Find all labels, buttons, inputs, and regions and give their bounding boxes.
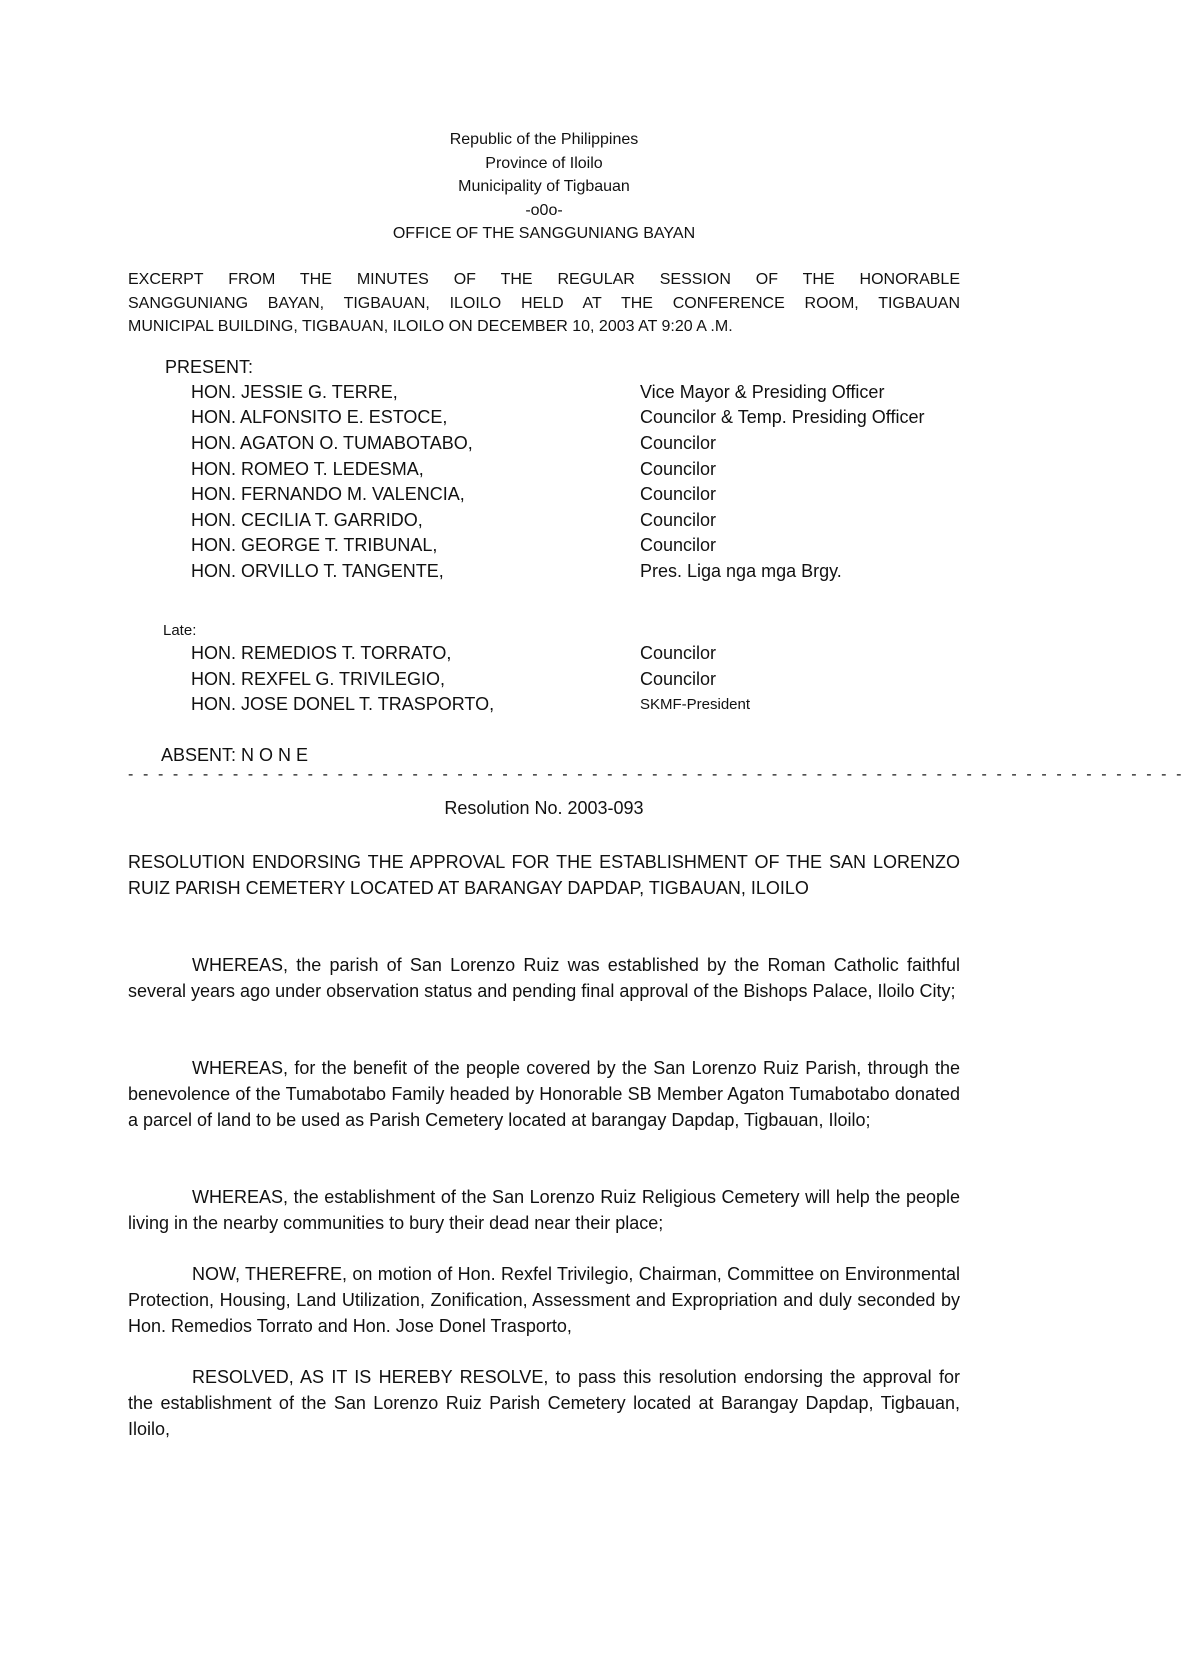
attendee-position: Councilor (640, 669, 717, 689)
paragraph-text: WHEREAS, the parish of San Lorenzo Ruiz was established by the Roman Catholic faithful several years ago under observation status and pending final approval of the Bishops Palace, Iloilo City; (128, 955, 960, 1001)
attendee-name: HON. JESSIE G. TERRE, (191, 382, 398, 402)
letterhead (0, 128, 1088, 246)
resolved-paragraph (128, 1365, 960, 1442)
attendee-position: Councilor (640, 459, 717, 479)
attendee-name: HON. ORVILLO T. TANGENTE, (191, 561, 444, 581)
excerpt-line-2: SANGGUNIANG BAYAN, TIGBAUAN, ILOILO HELD AT THE CONFERENCE ROOM, TIGBAUAN (128, 294, 960, 312)
whereas-paragraph-1 (128, 953, 960, 1005)
attendee-row (0, 407, 1088, 433)
paragraph-text: RESOLVED, AS IT IS HEREBY RESOLVE, to pass this resolution endorsing the approval for the establishment of the San Lorenzo Ruiz Parish Cemetery located at Barangay Dapdap, Tigbauan, Iloilo, (128, 1367, 960, 1439)
attendee-position: Councilor & Temp. Presiding Officer (640, 407, 925, 427)
attendee-name: HON. JOSE DONEL T. TRASPORTO, (191, 694, 495, 714)
attendee-position: Councilor (640, 643, 717, 663)
absent-line: ABSENT: N O N E (161, 745, 309, 765)
late-label: Late: (163, 622, 197, 639)
minutes-excerpt (128, 268, 960, 339)
attendee-name: HON. REMEDIOS T. TORRATO, (191, 643, 452, 663)
attendee-position: Vice Mayor & Presiding Officer (640, 382, 885, 402)
header-republic: Republic of the Philippines (449, 131, 639, 148)
section-divider: - - - - - - - - - - - - - - - - - - - - - - - - - - - - - - - - - - - - - - - - - - - - - - - - - - - - - - - - - - - - - - - - - - - - - - - (128, 766, 1184, 783)
attendee-position: Councilor (640, 510, 717, 530)
paragraph-text: WHEREAS, the establishment of the San Lorenzo Ruiz Religious Cemetery will help the people living in the nearby communities to bury their dead near their place; (128, 1187, 960, 1233)
header-municipality: Municipality of Tigbauan (458, 178, 630, 195)
attendee-name: HON. GEORGE T. TRIBUNAL, (191, 535, 438, 555)
attendee-row (0, 459, 1088, 485)
header-ornament: -o0o- (525, 201, 563, 219)
attendee-row (0, 561, 1088, 587)
header-province: Province of Iloilo (485, 154, 603, 172)
attendee-position: Councilor (640, 433, 717, 453)
attendee-name: HON. REXFEL G. TRIVILEGIO, (191, 669, 446, 689)
resolution-title: RESOLUTION ENDORSING THE APPROVAL FOR THE ESTABLISHMENT OF THE SAN LORENZO RUIZ PARISH CEMETERY LOCATED AT BARANGAY DAPDAP, TIGBAUAN, ILOILO (128, 852, 960, 898)
late-attendee-row (0, 669, 1088, 695)
paragraph-text: WHEREAS, for the benefit of the people covered by the San Lorenzo Ruiz Parish, through the benevolence of the Tumabotabo Family headed by Honorable SB Member Agaton Tumabotabo donated a parcel of land to be used as Parish Cemetery located at barangay Dapdap, Tigbauan, Iloilo; (128, 1058, 960, 1130)
resolution-number: Resolution No. 2003-093 (444, 798, 644, 818)
present-label: PRESENT: (165, 357, 254, 377)
late-attendee-row (0, 694, 1088, 720)
attendee-name: HON. ALFONSITO E. ESTOCE, (191, 407, 448, 427)
attendee-row (0, 510, 1088, 536)
attendee-position: Pres. Liga nga mga Brgy. (640, 561, 842, 581)
attendee-name: HON. AGATON O. TUMABOTABO, (191, 433, 473, 453)
attendee-row (0, 484, 1088, 510)
excerpt-line-3: MUNICIPAL BUILDING, TIGBAUAN, ILOILO ON DECEMBER 10, 2003 AT 9:20 A .M. (128, 318, 733, 335)
paragraph-text: NOW, THEREFRE, on motion of Hon. Rexfel Trivilegio, Chairman, Committee on Environmental Protection, Housing, Land Utilization, Zonification, Assessment and Expropriation and duly seconded by Hon. Remedios Torrato and Hon. Jose Donel Trasporto, (128, 1264, 960, 1336)
attendee-name: HON. ROMEO T. LEDESMA, (191, 459, 424, 479)
whereas-paragraph-2 (128, 1056, 960, 1133)
attendee-row (0, 535, 1088, 561)
attendee-name: HON. FERNANDO M. VALENCIA, (191, 484, 465, 504)
late-attendee-row (0, 643, 1088, 669)
excerpt-line-1: EXCERPT FROM THE MINUTES OF THE REGULAR SESSION OF THE HONORABLE (128, 271, 960, 288)
attendee-position: SKMF-President (640, 696, 751, 713)
attendee-row (0, 433, 1088, 459)
attendee-row (0, 382, 1088, 408)
attendee-name: HON. CECILIA T. GARRIDO, (191, 510, 423, 530)
attendee-position: Councilor (640, 535, 717, 555)
header-office: OFFICE OF THE SANGGUNIANG BAYAN (392, 225, 696, 242)
attendee-position: Councilor (640, 484, 717, 504)
motion-paragraph (128, 1262, 960, 1339)
whereas-paragraph-3 (128, 1185, 960, 1237)
